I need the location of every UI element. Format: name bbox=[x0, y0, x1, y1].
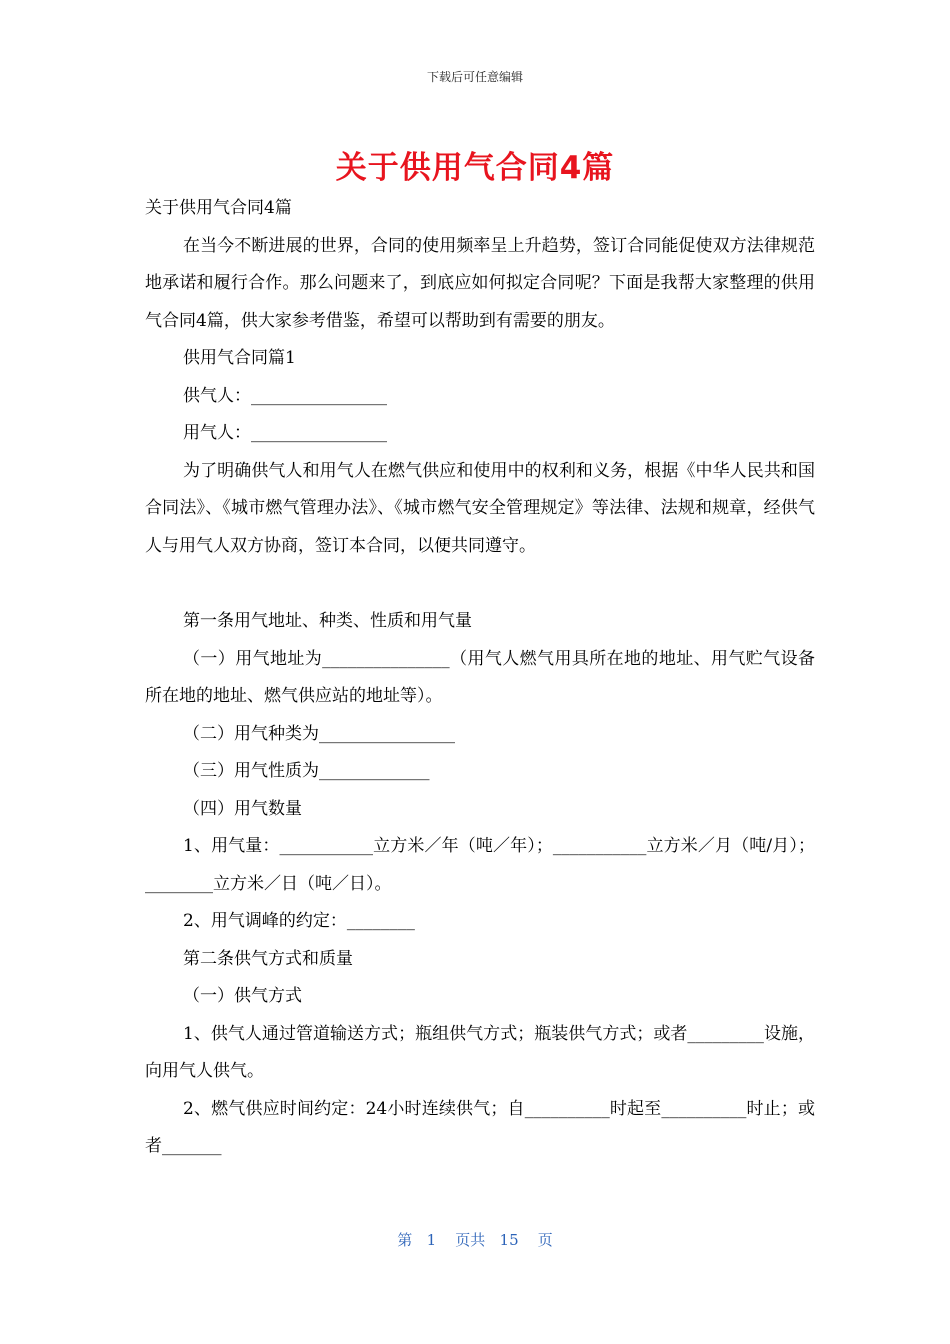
paragraph: 供用气合同篇1 bbox=[183, 348, 296, 368]
paragraph: 2、燃气供应时间约定：24小时连续供气；自__________时起至__________时止；或者_______ bbox=[145, 1098, 815, 1156]
header-note: 下载后可任意编辑 bbox=[426, 70, 523, 84]
paragraph: 关于供用气合同4篇 bbox=[145, 198, 292, 218]
paragraph: 1、用气量：___________立方米／年（吨／年）；___________立方米／月（吨/月）；________立方米／日（吨／日）。 bbox=[145, 836, 815, 894]
paragraph: 第一条用气地址、种类、性质和用气量 bbox=[183, 611, 472, 631]
paragraph: （一）供气方式 bbox=[183, 986, 302, 1006]
paragraph: （三）用气性质为_____________ bbox=[183, 761, 430, 781]
footer-prefix: 第 bbox=[397, 1231, 413, 1249]
footer-page-number: 1 bbox=[426, 1231, 437, 1249]
paragraph: （二）用气种类为________________ bbox=[183, 723, 455, 744]
document-body bbox=[145, 190, 815, 1166]
document-title: 关于供用气合同4篇 bbox=[335, 150, 615, 186]
page-footer bbox=[0, 1229, 950, 1250]
paragraph: 用气人：________________ bbox=[183, 423, 387, 443]
paragraph: （四）用气数量 bbox=[183, 798, 302, 819]
footer-total-pages: 15 bbox=[499, 1231, 519, 1249]
footer-suffix: 页 bbox=[537, 1231, 553, 1249]
footer-middle: 页共 bbox=[455, 1231, 486, 1249]
paragraph-spacer bbox=[145, 565, 815, 603]
paragraph: 供气人：________________ bbox=[183, 385, 387, 406]
paragraph: 为了明确供气人和用气人在燃气供应和使用中的权利和义务，根据《中华人民共和国合同法》、《城市燃气管理办法》、《城市燃气安全管理规定》等法律、法规和规章，经供气人与用气人双方协商，签订本合同，以便共同遵守。 bbox=[145, 460, 815, 556]
paragraph: （一）用气地址为_______________（用气人燃气用具所在地的地址、用气贮气设备所在地的地址、燃气供应站的地址等）。 bbox=[145, 648, 815, 706]
paragraph: 第二条供气方式和质量 bbox=[183, 948, 353, 969]
paragraph: 2、用气调峰的约定：________ bbox=[183, 911, 415, 931]
paragraph: 1、供气人通过管道输送方式；瓶组供气方式；瓶装供气方式；或者_________设施，向用气人供气。 bbox=[145, 1023, 815, 1081]
paragraph: 在当今不断进展的世界，合同的使用频率呈上升趋势，签订合同能促使双方法律规范地承诺和履行合作。那么问题来了，到底应如何拟定合同呢？下面是我帮大家整理的供用气合同4篇，供大家参考借鉴，希望可以帮助到有需要的朋友。 bbox=[145, 235, 815, 331]
